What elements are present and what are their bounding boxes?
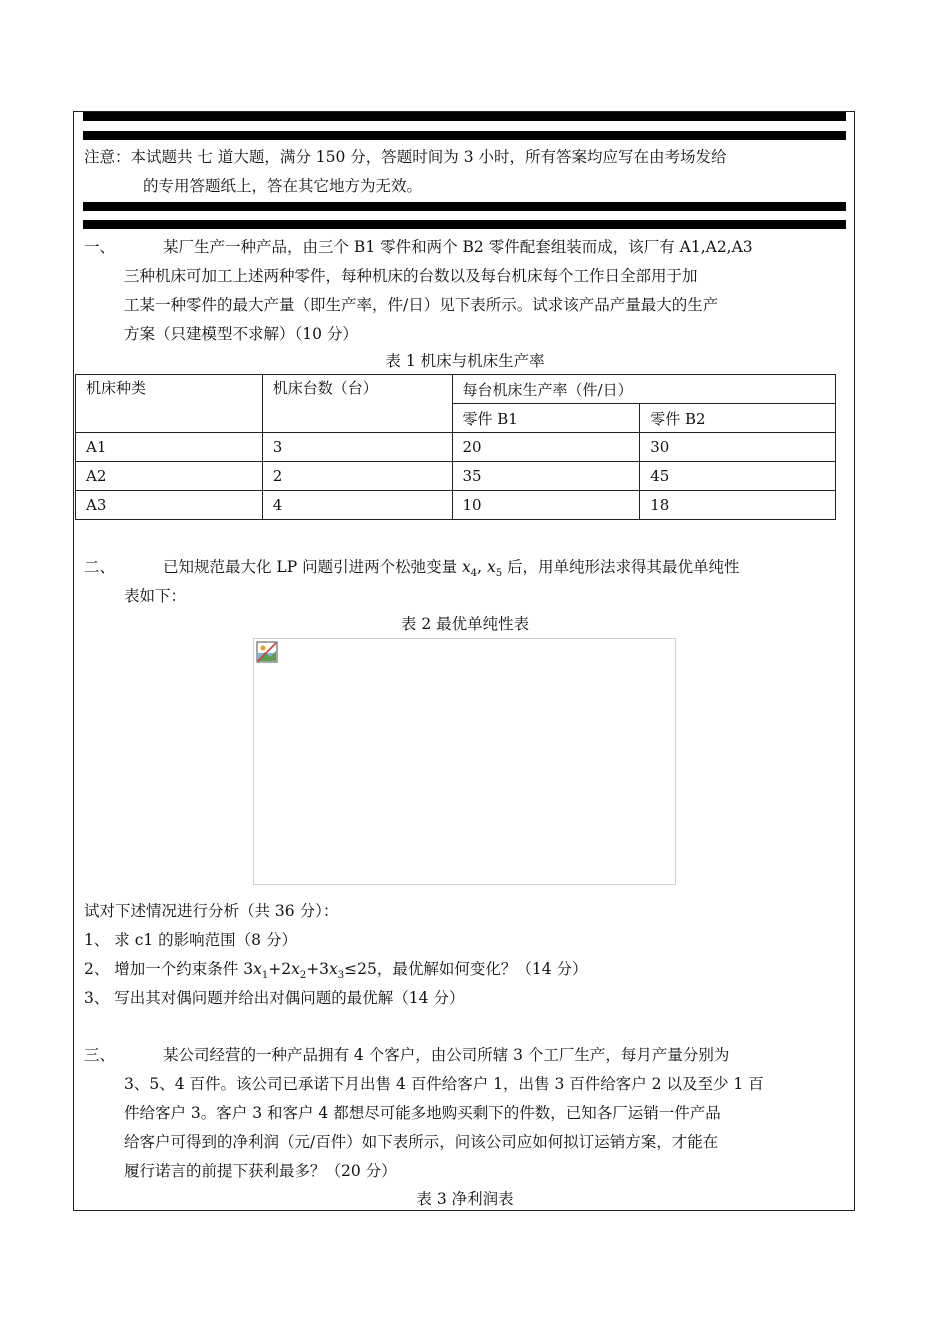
subscript: 3 xyxy=(337,970,345,982)
header-rule xyxy=(83,220,846,229)
question-number: 三、 xyxy=(84,1046,116,1064)
cell-type: A3 xyxy=(76,491,263,520)
subscript: 5 xyxy=(495,568,503,580)
notice-line-2: 的专用答题纸上，答在其它地方为无效。 xyxy=(143,177,423,195)
header-machine-type: 机床种类 xyxy=(76,375,263,433)
header-rule xyxy=(83,202,846,211)
subscript: 1 xyxy=(261,970,269,982)
table-row xyxy=(76,433,836,462)
text-segment: 2、 增加一个约束条件 3 xyxy=(84,960,254,978)
cell-count: 4 xyxy=(262,491,452,520)
table-3-caption: 表 3 净利润表 xyxy=(416,1190,514,1208)
question-1-line: 工某一种零件的最大产量（即生产率，件/日）见下表所示。试求该产品产量最大的生产 xyxy=(124,296,719,314)
header-rule xyxy=(83,131,846,140)
question-1-line: 方案（只建模型不求解）（10 分） xyxy=(124,325,358,343)
subscript: 2 xyxy=(299,970,307,982)
header-part-b1: 零件 B1 xyxy=(452,404,640,433)
question-number: 二、 xyxy=(84,558,116,576)
table-row xyxy=(76,462,836,491)
cell-b2: 18 xyxy=(640,491,836,520)
cell-b1: 35 xyxy=(452,462,640,491)
broken-image-icon xyxy=(256,641,278,663)
text-segment: 后，用单纯形法求得其最优单纯性 xyxy=(502,558,740,576)
header-machine-count: 机床台数（台） xyxy=(262,375,452,433)
table-2-caption: 表 2 最优单纯性表 xyxy=(400,615,530,633)
table-1-caption: 表 1 机床与机床生产率 xyxy=(385,352,545,370)
text-segment: +2 xyxy=(268,960,292,978)
question-number: 一、 xyxy=(84,238,116,256)
cell-count: 3 xyxy=(262,433,452,462)
cell-b2: 30 xyxy=(640,433,836,462)
simplex-table-image xyxy=(253,638,676,885)
machine-rate-table xyxy=(75,374,836,520)
variable: x xyxy=(253,960,262,978)
text-segment: +3 xyxy=(306,960,330,978)
cell-type: A1 xyxy=(76,433,263,462)
analysis-item-3: 3、 写出其对偶问题并给出对偶问题的最优解（14 分） xyxy=(84,989,465,1007)
variable: x xyxy=(487,558,496,576)
subscript: 4 xyxy=(470,568,478,580)
header-rule xyxy=(83,112,846,121)
text-segment: ≤25，最优解如何变化？（14 分） xyxy=(344,960,588,978)
question-2-line xyxy=(163,552,740,589)
question-3-line: 履行诺言的前提下获利最多？（20 分） xyxy=(124,1162,397,1180)
header-part-b2: 零件 B2 xyxy=(640,404,836,433)
cell-b1: 20 xyxy=(452,433,640,462)
question-3-line: 某公司经营的一种产品拥有 4 个客户，由公司所辖 3 个工厂生产，每月产量分别为 xyxy=(163,1046,730,1064)
question-1-line: 三种机床可加工上述两种零件，每种机床的台数以及每台机床每个工作日全部用于加 xyxy=(124,267,698,285)
cell-count: 2 xyxy=(262,462,452,491)
table-header-row xyxy=(76,375,836,404)
variable: x xyxy=(329,960,338,978)
question-3-line: 3、5、4 百件。该公司已承诺下月出售 4 百件给客户 1，出售 3 百件给客户 2 以及至少 1 百 xyxy=(124,1075,764,1093)
cell-type: A2 xyxy=(76,462,263,491)
notice-line-1: 注意：本试题共 七 道大题，满分 150 分，答题时间为 3 小时，所有答案均应写在由考场发给 xyxy=(84,148,727,166)
analysis-intro: 试对下述情况进行分析（共 36 分）： xyxy=(84,902,339,920)
question-1-line: 某厂生产一种产品，由三个 B1 零件和两个 B2 零件配套组装而成，该厂有 A1,A2,A3 xyxy=(163,238,753,256)
variable: x xyxy=(462,558,471,576)
variable: x xyxy=(291,960,300,978)
cell-b2: 45 xyxy=(640,462,836,491)
question-3-line: 给客户可得到的净利润（元/百件）如下表所示，问该公司应如何拟订运销方案，才能在 xyxy=(124,1133,719,1151)
table-row xyxy=(76,491,836,520)
question-3-line: 件给客户 3。客户 3 和客户 4 都想尽可能多地购买剩下的件数，已知各厂运销一件产品 xyxy=(124,1104,721,1122)
text-segment: , xyxy=(477,558,487,576)
header-production-rate: 每台机床生产率（件/日） xyxy=(452,375,835,404)
text-segment: 已知规范最大化 LP 问题引进两个松弛变量 xyxy=(163,558,463,576)
analysis-item-1: 1、 求 c1 的影响范围（8 分） xyxy=(84,931,297,949)
cell-b1: 10 xyxy=(452,491,640,520)
question-2-line: 表如下： xyxy=(124,587,187,605)
